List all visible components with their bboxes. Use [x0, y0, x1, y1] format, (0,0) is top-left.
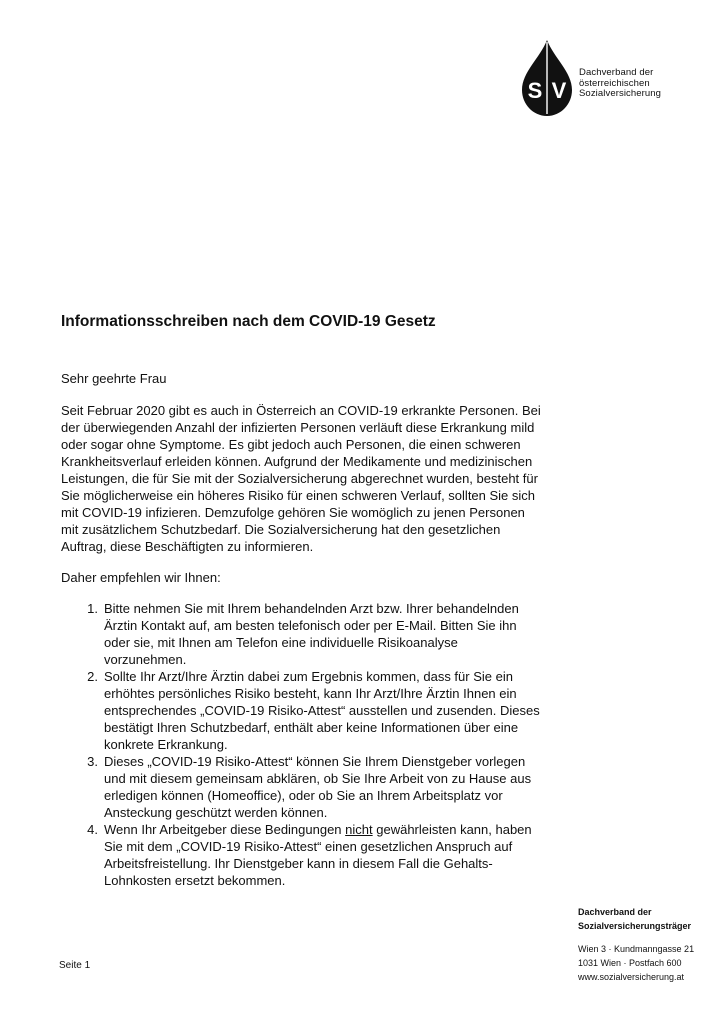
recommendation-intro: Daher empfehlen wir Ihnen: [61, 570, 221, 585]
footer-org-name [578, 905, 691, 933]
emphasis-underlined: nicht [345, 822, 373, 837]
footer-org-line: Sozialversicherungsträger [578, 921, 692, 931]
footer-website-link[interactable]: www.sozialversicherung.at [578, 972, 685, 982]
paragraph-line: Seit Februar 2020 gibt es auch in Österreich an COVID-19 erkrankte Personen. Bei [61, 403, 541, 418]
list-item-line: Sie mit dem „COVID-19 Risiko-Attest“ einen gesetzlichen Anspruch auf [104, 839, 513, 854]
list-item-line: konkrete Erkrankung. [104, 737, 228, 752]
list-item-line [104, 821, 718, 838]
text-segment: Wenn Ihr Arbeitgeber diese Bedingungen [104, 822, 346, 837]
list-item-line: Arbeitsfreistellung. Ihr Dienstgeber kann in diesem Fall die Gehalts- [104, 856, 493, 871]
paragraph-line: mit COVID-19 infizieren. Demzufolge gehören Sie womöglich zu jenen Personen [61, 505, 525, 520]
list-item-line: bestätigt Ihren Schutzbedarf, enthält aber keine Informationen über eine [104, 720, 519, 735]
header-org-line: Sozialversicherung [579, 88, 662, 99]
footer-address [578, 942, 694, 984]
list-item [78, 753, 718, 821]
list-item-line: vorzunehmen. [104, 652, 187, 667]
paragraph-line: oder sogar ohne Symptome. Es gibt jedoch auch Personen, die einen schweren [61, 437, 521, 452]
header-org-line: Dachverband der [579, 67, 654, 78]
recipient-address-redacted [61, 170, 221, 210]
logo-letter-s: S [527, 78, 543, 103]
list-item-line: entsprechendes „COVID-19 Risiko-Attest“ ausstellen und zusenden. Dieses [104, 703, 540, 718]
page-number: Seite 1 [59, 960, 91, 971]
list-number: 3. [87, 754, 98, 769]
list-item-line: Ärztin Kontakt auf, am besten telefonisch oder per E-Mail. Bitten Sie ihn [104, 618, 517, 633]
header-org-name [579, 68, 661, 100]
list-item-line: oder sie, mit Ihnen am Telefon eine individuelle Risikoanalyse [104, 635, 458, 650]
list-number: 1. [87, 601, 98, 616]
paragraph-line: Krankheitsverlauf erleiden können. Aufgrund der Medikamente und medizinischen [61, 454, 533, 469]
sv-drop-logo-icon [522, 40, 572, 116]
text-segment: gewährleisten kann, haben [372, 822, 532, 837]
letter-title: Informationsschreiben nach dem COVID-19 Gesetz [61, 313, 436, 330]
paragraph-line: Leistungen, die für Sie mit der Sozialversicherung abgerechnet wurden, besteht für [61, 471, 538, 486]
list-item-line: Lohnkosten ersetzt bekommen. [104, 873, 286, 888]
paragraph-line: Sie möglicherweise ein höheres Risiko für einen schweren Verlauf, sollten Sie sich [61, 488, 536, 503]
list-item [78, 600, 718, 668]
list-item-line: Sollte Ihr Arzt/Ihre Ärztin dabei zum Ergebnis kommen, dass für Sie ein [104, 669, 513, 684]
footer-address-line: 1031 Wien · Postfach 600 [578, 958, 682, 968]
paragraph-line: mit zusätzlichem Schutzbedarf. Die Sozialversicherung hat den gesetzlichen [61, 522, 501, 537]
list-item-line: erledigen können (Homeoffice), oder ob Sie an Ihrem Arbeitsplatz vor [104, 788, 503, 803]
list-item-line: Dieses „COVID-19 Risiko-Attest“ können Sie Ihrem Dienstgeber vorlegen [104, 754, 526, 769]
list-item-line: erhöhtes persönliches Risiko besteht, kann Ihr Arzt/Ihre Ärztin Ihnen ein [104, 686, 517, 701]
paragraph-line: Auftrag, diese Beschäftigten zu informieren. [61, 539, 314, 554]
recommendation-list [78, 600, 718, 889]
list-item-line: Bitte nehmen Sie mit Ihrem behandelnden Arzt bzw. Ihrer behandelnden [104, 601, 519, 616]
list-item [78, 821, 718, 889]
list-number: 2. [87, 669, 98, 684]
list-item-line: und mit diesem gemeinsam abklären, ob Sie Ihre Arbeit von zu Hause aus [104, 771, 532, 786]
salutation: Sehr geehrte Frau [61, 371, 167, 386]
footer-org-line: Dachverband der [578, 907, 652, 917]
logo-letter-v: V [551, 78, 567, 103]
body-paragraph [61, 402, 681, 555]
list-item [78, 668, 718, 753]
list-number: 4. [87, 822, 98, 837]
footer-address-line: Wien 3 · Kundmanngasse 21 [578, 944, 695, 954]
header-org-line: österreichischen [579, 77, 650, 89]
list-item-line: Ansteckung geschützt werden können. [104, 805, 328, 820]
paragraph-line: der überwiegenden Anzahl der infizierten Personen verläuft diese Erkrankung mild [61, 420, 535, 435]
